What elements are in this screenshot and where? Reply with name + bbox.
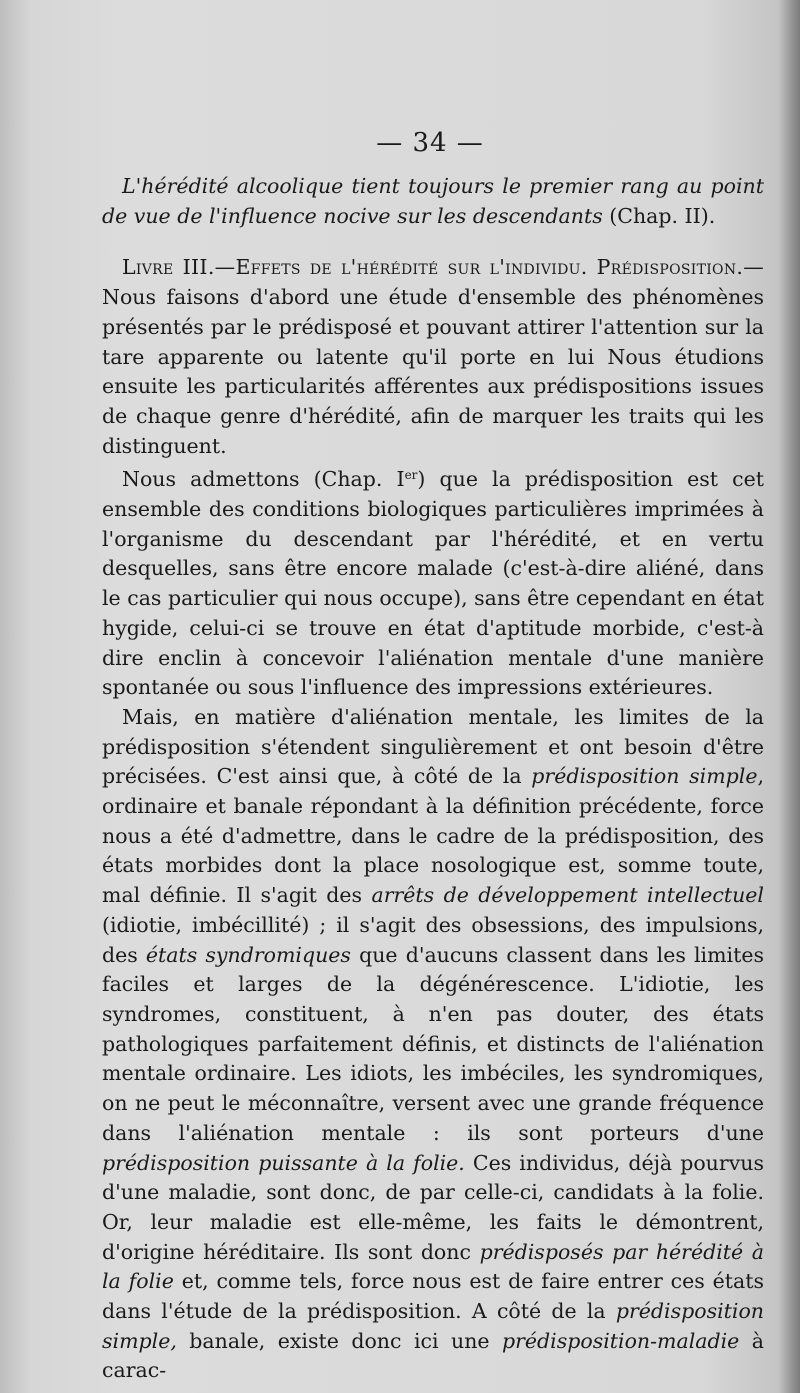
page-gutter-shadow [778,0,800,1393]
para3-t2: , ordinaire et banale répondant à la définition précédente, force nous a été d'admettre, dans le cadre de la prédisposition, des états morbides dont la place nosologique est, somme toute, mal définie. Il s'agit des [102,764,765,908]
para3-t1: Mais, en matière d'aliénation mentale, les limites de la prédisposition s'étendent singulièrement et ont besoin d'être précisées. C'est ainsi que, à côté de la [102,704,764,789]
para3-t3: (idiotie, imbécillité) ; il s'agit des obsessions, des impulsions, des [102,912,764,967]
body-text [102,172,764,1386]
para3-i7: prédisposition-maladie [502,1328,740,1353]
livre-heading: Livre III.—Effets de l'hérédité sur l'individu. Prédisposition.— [122,255,764,280]
para2-sup: er [404,468,418,483]
para3-t8: à carac- [102,1328,764,1383]
para3-i2: arrêts de développement intellectuel [371,883,764,908]
para2-b: ) que la prédisposition est cet ensemble des conditions biologiques particulières imprimées à l'organisme du descendant par l'hérédité, et en vertu desquelles, sans être encore malade (c'est-à-dire aliéné, dans le cas particulier qui nous occupe), sans être cependant en état hygide, celui-ci se trouve en état d'aptitude morbide, c'est-à dire enclin à concevoir l'aliénation mentale d'une manière spontanée ou sous l'influence des impressions extérieures. [102,467,764,700]
para3-t7: banale, existe donc ici une [176,1328,502,1353]
para3-i4: prédisposition puissante à la folie. [102,1150,465,1175]
para3-i5: prédisposés par hérédité à la folie [102,1239,764,1294]
summary-italic: L'hérédité alcoolique tient toujours le premier rang au point de vue de l'influence nocive sur les descendants [102,174,764,228]
para3-t6: et, comme tels, force nous est de faire entrer ces états dans l'étude de la prédisposition. A côté de la [102,1269,765,1324]
para3-i6: prédisposition simple, [102,1299,764,1353]
para3-t5: Ces individus, déjà pourvus d'une maladie, sont donc, de par celle-ci, candidats à la folie. Or, leur maladie est elle-même, les faits le démontrent, d'origine héréditaire. Ils sont donc [102,1150,764,1264]
summary-tail: (Chap. II). [602,203,716,228]
para3-i1: prédisposition simple [531,764,758,789]
para3-t4: que d'aucuns classent dans les limites faciles et larges de la dégénérescence. L'idiotie, les syndromes, constituent, à n'en pas douter, des états pathologiques parfaitement définis, et distincts de l'aliénation mentale ordinaire. Les idiots, les imbéciles, les syndromiques, on ne peut le méconnaître, versent avec une grande fréquence dans l'aliénation mentale : ils sont porteurs d'une [102,942,765,1145]
para2-a: Nous admettons (Chap. I [122,467,405,492]
livre-text: Nous faisons d'abord une étude d'ensemble des phénomènes présentés par le prédisposé et pouvant attirer l'attention sur la tare apparente ou latente qu'il porte en lui Nous étudions ensuite les particularités afférentes aux prédispositions issues de chaque genre d'hérédité, afin de marquer les traits qui les distinguent. [102,285,764,458]
chapter-summary [102,172,764,231]
livre-paragraph [102,253,764,461]
paragraph-predisposition [102,461,764,703]
page-number: — 34 — [376,128,484,158]
paragraph-alienation [102,703,764,1386]
para3-i3: états syndromiques [145,942,351,967]
